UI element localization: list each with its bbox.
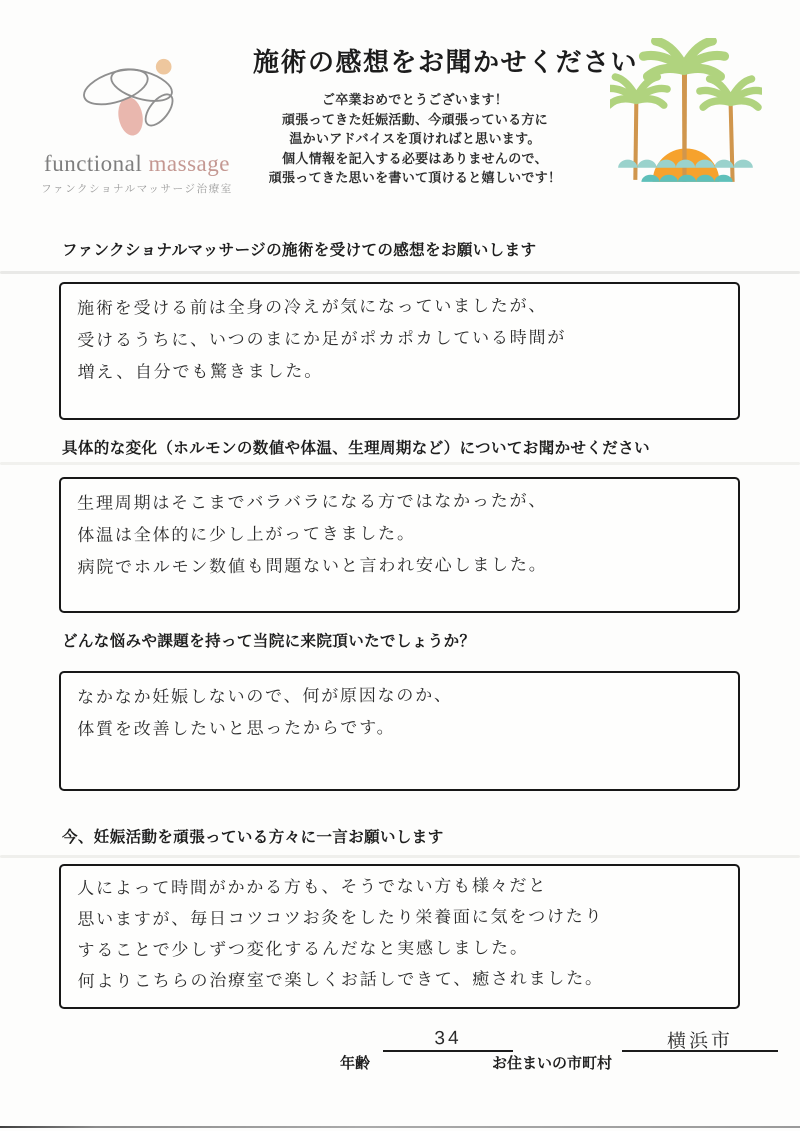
intro-line: 温かいアドバイスを頂ければと思います。 — [289, 131, 541, 146]
question-label-1: ファンクショナルマッサージの施術を受けての感想をお願いします — [62, 242, 537, 259]
age-label: 年齢 — [340, 1055, 371, 1072]
answer-line: 思いますが、毎日コツコツお灸をしたり栄養面に気をつけたり — [77, 906, 604, 929]
intro-line: 頑張ってきた妊娠活動、今頑張っている方に — [281, 111, 548, 127]
intro-line: 頑張ってきた思いを書いて頂けると嬉しいです！ — [268, 170, 562, 185]
handwritten-answer-4 — [61, 862, 739, 997]
intro-text — [185, 90, 645, 188]
handwritten-answer-2 — [61, 475, 739, 584]
scan-artifact-line — [0, 271, 800, 274]
scan-artifact-line — [0, 855, 800, 858]
palm-beach-icon — [610, 38, 762, 190]
intro-line: ご卒業おめでとうございます！ — [321, 92, 509, 107]
age-value-handwritten: 34 — [434, 1027, 462, 1050]
answer-line: 施術を受ける前は全身の冷えが気になっていましたが、 — [77, 296, 548, 318]
answer-box-4 — [59, 864, 740, 1009]
answer-line: 人によって時間がかかる方も、そうでない方も様々だと — [77, 876, 548, 898]
question-label-3: どんな悩みや課題を持って当院に来院頂いたでしょうか？ — [62, 633, 476, 650]
intro-line: 個人情報を記入する必要はありませんので、 — [282, 150, 548, 166]
answer-line: 生理周期はそこまでバラバラになる方ではなかったが、 — [77, 491, 548, 513]
scan-artifact-line — [0, 462, 800, 465]
page-title: 施術の感想をお聞かせください — [253, 47, 639, 77]
clinic-logo-subtitle: ファンクショナルマッサージ治療室 — [41, 183, 233, 195]
question-label-2: 具体的な変化（ホルモンの数値や体温、生理周期など）についてお聞かせください — [62, 440, 650, 457]
question-label-4: 今、妊娠活動を頑張っている方々に一言お願いします — [62, 829, 444, 846]
answer-box-1 — [59, 282, 740, 420]
answer-line: 受けるうちに、いつのまにか足がポカポカしている時間が — [77, 327, 567, 350]
handwritten-answer-3 — [61, 669, 738, 746]
answer-line: 体温は全体的に少し上がってきました。 — [77, 523, 416, 545]
answer-box-2 — [59, 477, 740, 613]
answer-line: 何よりこちらの治療室で楽しくお話しできて、癒されました。 — [77, 968, 604, 991]
answer-line: なかなか妊娠しないので、何が原因なのか、 — [77, 685, 453, 707]
answer-line: することで少しずつ変化するんだなと実感しました。 — [77, 938, 529, 960]
answer-line: 増え、自分でも驚きました。 — [77, 361, 324, 382]
city-label: お住まいの市町村 — [492, 1055, 613, 1072]
handwritten-answer-1 — [61, 280, 739, 389]
clinic-logo-name: functional massage — [44, 151, 230, 176]
answer-line: 病院でホルモン数値も問題ないと言われ安心しました。 — [77, 555, 548, 577]
city-value-handwritten: 横浜市 — [666, 1030, 734, 1053]
answer-line: 体質を改善したいと思ったからです。 — [77, 717, 396, 739]
scan-bottom-edge-line — [0, 1126, 800, 1128]
answer-box-3 — [59, 671, 740, 791]
